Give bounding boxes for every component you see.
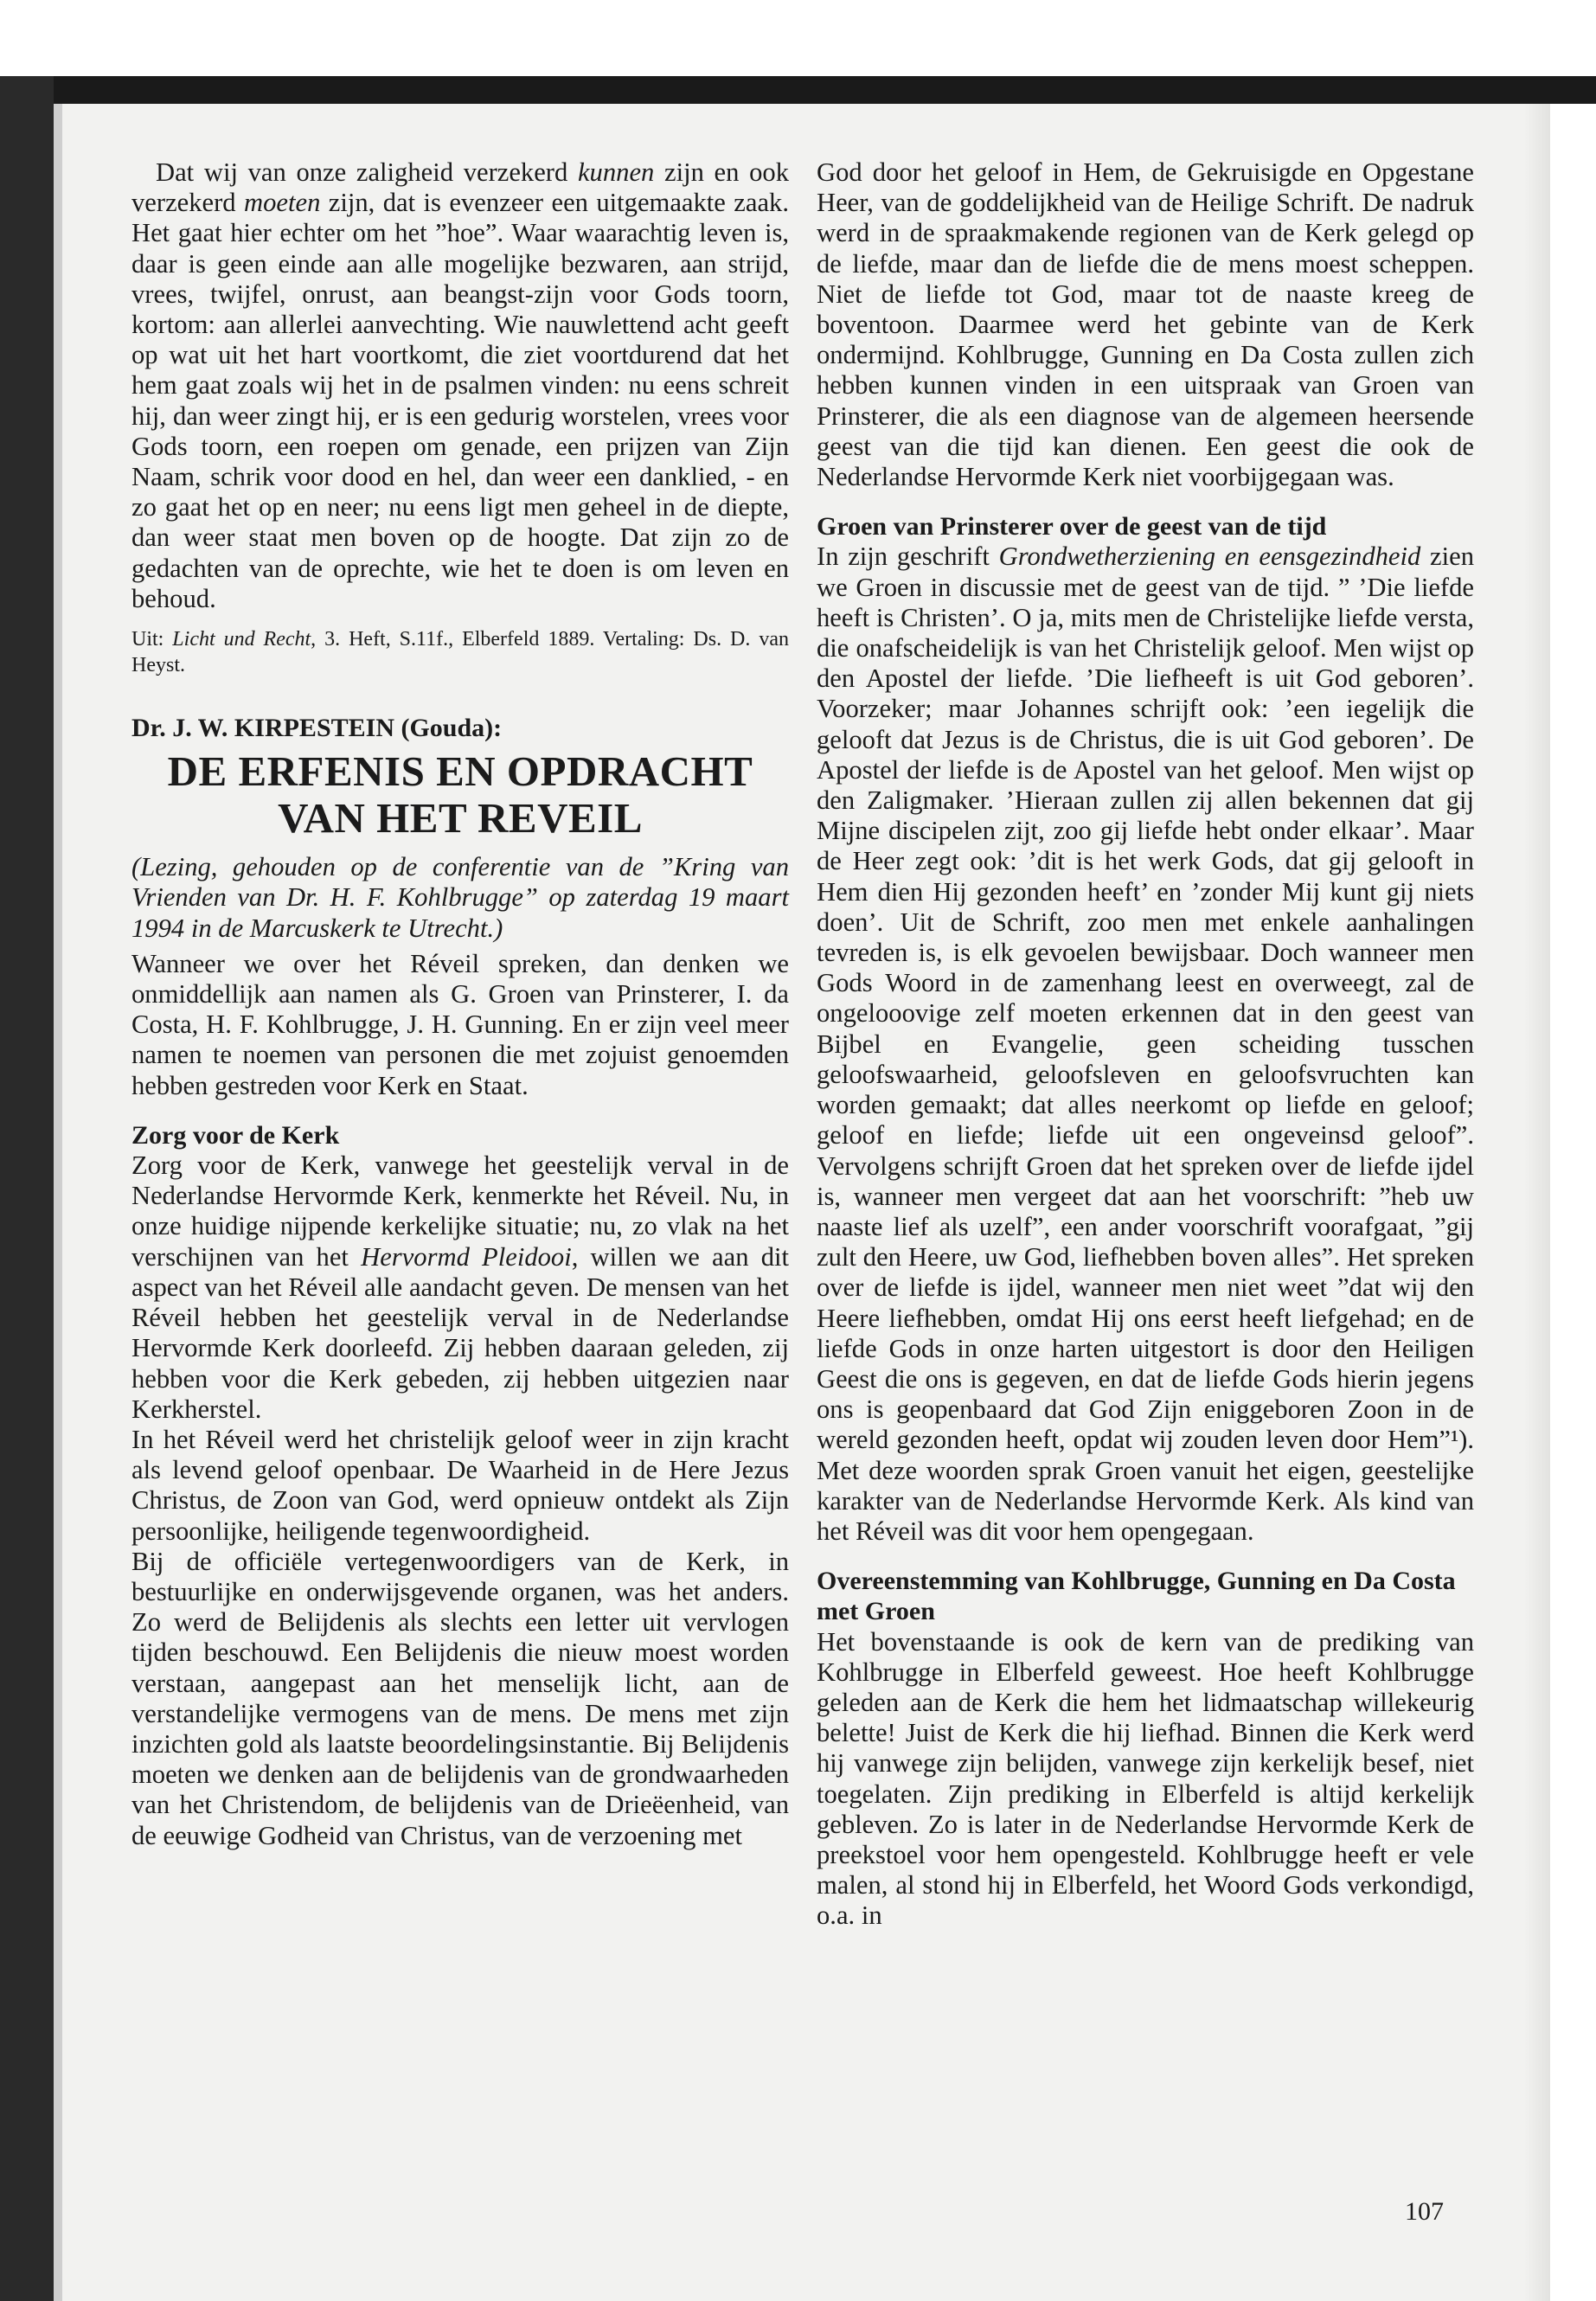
paragraph: God door het geloof in Hem, de Gekruisigde en Opgestane Heer, van de goddelijkheid van de Heilige Schrift. De nadruk werd in de spraakmakende regionen van de Kerk gelegd op de liefde, maar dan de liefde die de mens moest scheppen. Niet de liefde tot God, maar tot de naaste kreeg de boventoon. Daarmee werd het gebinte van de Kerk ondermijnd. Kohlbrugge, Gunning en Da Costa zullen zich hebben kunnen vinden in een uitspraak van Groen van Prinsterer, die als een diagnose van de algemeen heersende geest van die tijd kan dienen. Een geest die ook de Nederlandse Hervormde Kerk niet voorbijgegaan was. — [817, 157, 1474, 492]
paragraph: In het Réveil werd het christelijk geloof weer in zijn kracht als levend geloof openbaar. De Waarheid in de Here Jezus Christus, de Zoon van God, werd opnieuw ontdekt als Zijn persoonlijke, heiligende tegenwoordigheid. — [131, 1424, 789, 1546]
italic-text: Grondwetherziening en eensgezindheid — [998, 542, 1421, 572]
paragraph: In zijn geschrift Grondwetherziening en eensgezindheid zien we Groen in discussie met de geest van de tijd. ” ’Die liefde heeft is Christen’. O ja, mits men de Christelijke liefde versta, die onafscheidelijk is van het Christelijk geloof. Men wijst op den Apostel der liefde. ’Die liefheeft is uit God geboren’. Voorzeker; maar Johannes schrijft ook: ’een iegelijk die gelooft dat Jezus is de Christus, die is uit God geboren’. De Apostel der liefde is de Apostel van het geloof. Men wijst op den Zaligmaker. ’Hieraan zullen zij allen bekennen dat gij Mijne discipelen zijt, zoo gij liefde hebt onder elkaar’. Maar de Heer zegt ook: ’dit is het werk Gods, dat gij gelooft in Hem dien Hij gezonden heeft’ en ’zonder Mij kunt gij niets doen’. Uit de Schrift, zoo men met enkele aanhalingen tevreden is, is elk gevoelen bewijsbaar. Doch wanneer men Gods Woord in de zamenhang leest en overweegt, zal de ongelooovige zelf moeten erkennen dat in den geest van Bijbel en Evangelie, geen scheiding tusschen geloofswaarheid, geloofsleven en geloofsvruchten kan worden gemaakt; dat alles neerkomt op liefde en geloof; geloof en liefde; liefde uit een ongeveinsd geloof”. Vervolgens schrijft Groen dat het spreken over de liefde ijdel is, wanneer men vergeet dat aan het voorschrift: ”heb uw naaste lief als uzelf”, een ander voorschrift voorafgaat, ”gij zult den Heere, uw God, liefhebben boven alles”. Het spreken over de liefde is ijdel, wanneer men niet weet ”dat wij den Heere liefhebben, omdat Hij ons eerst heeft liefgehad; en de liefde Gods in onze harten uitgestort is door den Heiligen Geest die ons is gegeven, en dat de liefde Gods hierin jegens ons is geopenbaard dat God Zijn eniggeboren Zoon in de wereld gezonden heeft, opdat wij zouden leven door Hem”¹). Met deze woorden sprak Groen vanuit het eigen, geestelijke karakter van de Nederlandse Hervormde Kerk. Als kind van het Réveil was dit voor hem opengegaan. — [817, 542, 1474, 1546]
page-shadow — [1524, 104, 1550, 2301]
section-heading: Groen van Prinsterer over de geest van de tijd — [817, 512, 1327, 542]
right-column — [817, 157, 1474, 1932]
page-number: 107 — [1405, 2197, 1444, 2226]
author-line: Dr. J. W. KIRPESTEIN (Gouda): — [131, 714, 503, 743]
title-line-2: VAN HET REVEIL — [278, 794, 643, 843]
source-note: Uit: Licht und Recht, 3. Heft, S.11f., Elberfeld 1889. Vertaling: Ds. D. van Heyst. — [131, 628, 789, 677]
scan-border-top — [0, 76, 1596, 104]
italic-text: moeten — [244, 188, 321, 218]
title-line-1: DE ERFENIS EN OPDRACHT — [167, 747, 753, 796]
section-heading: Zorg voor de Kerk — [131, 1120, 340, 1150]
scan-border-left — [0, 76, 54, 2301]
scan-margin — [0, 0, 1596, 78]
left-column — [131, 157, 789, 1851]
page-edge — [54, 104, 62, 2301]
italic-text: kunnen — [577, 157, 655, 187]
paragraph: Wanneer we over het Réveil spreken, dan denken we onmiddellijk aan namen als G. Groen van Prinsterer, I. da Costa, H. F. Kohlbrugge, J. H. Gunning. En er zijn veel meer namen te noemen van personen die met zojuist genoemden hebben gestreden voor Kerk en Staat. — [131, 948, 789, 1100]
section-heading: Overeenstemming van Kohlbrugge, Gunning en Da Costa met Groen — [817, 1567, 1456, 1626]
article-subtitle: (Lezing, gehouden op de conferentie van de ”Kring van Vrienden van Dr. H. F. Kohlbrugge” op zaterdag 19 maart 1994 in de Marcuskerk te Utrecht.) — [131, 852, 789, 943]
article-title — [131, 748, 789, 842]
italic-text: Licht und Recht — [172, 628, 311, 651]
paragraph: Zorg voor de Kerk, vanwege het geestelijk verval in de Nederlandse Hervormde Kerk, kenmerkte het Réveil. Nu, in onze huidige nijpende kerkelijke situatie; nu, zo vlak na het verschijnen van het Hervormd Pleidooi, willen we aan dit aspect van het Réveil alle aandacht geven. De mensen van het Réveil hebben het geestelijk verval in de Nederlandse Hervormde Kerk doorleefd. Zij hebben daaraan geleden, zij hebben voor die Kerk gebeden, zij hebben uitgezien naar Kerkherstel. — [131, 1150, 789, 1424]
document-page — [62, 104, 1550, 2301]
italic-text: Hervormd Pleidooi — [361, 1241, 572, 1272]
intro-paragraph: Dat wij van onze zaligheid verzekerd kunnen zijn en ook verzekerd moeten zijn, dat is evenzeer een uitgemaakte zaak. Het gaat hier echter om het ”hoe”. Waar waarachtig leven is, daar is geen einde aan alle mogelijke bezwaren, aan strijd, vrees, twijfel, onrust, aan beangst-zijn voor Gods toorn, kortom: aan allerlei aanvechting. Wie nauwlettend acht geeft op wat uit het hart voortkomt, die ziet voortdurend dat het hem gaat zoals wij het in de psalmen vinden: nu eens schreit hij, dan weer zingt hij, er is een gedurig worstelen, vrees voor Gods toorn, een roepen om genade, een prijzen van Zijn Naam, schrik voor dood en hel, dan weer een danklied, - en zo gaat het op en neer; nu eens ligt men geheel in de diepte, dan weer staat men boven op de hoogte. Dat zijn zo de gedachten van de oprechte, wie het te doen is om leven en behoud. — [131, 157, 789, 613]
paragraph: Het bovenstaande is ook de kern van de prediking van Kohlbrugge in Elberfeld geweest. Hoe heeft Kohlbrugge geleden aan de Kerk die hem het lidmaatschap willekeurig belette! Juist de Kerk die hij liefhad. Binnen die Kerk werd hij vanwege zijn belijden, vanwege zijn kerkelijk besef, niet toegelaten. Zijn prediking in Elberfeld is altijd kerkelijk gebleven. Zo is later in de Nederlandse Hervormde Kerk de preekstoel voor hem opengesteld. Kohlbrugge heeft er vele malen, al stond hij in Elberfeld, het Woord Gods verkondigd, o.a. in — [817, 1626, 1474, 1931]
paragraph: Bij de officiële vertegenwoordigers van de Kerk, in bestuurlijke en onderwijsgevende organen, was het anders. Zo werd de Belijdenis als slechts een letter uit vervlogen tijden beschouwd. Een Belijdenis die nieuw moest worden verstaan, aangepast aan het menselijk licht, aan de verstandelijke vermogens van de mens. De mens met zijn inzichten gold als laatste beoordelingsinstantie. Bij Belijdenis moeten we denken aan de belijdenis van de grondwaarheden van het Christendom, de belijdenis van de Drieëenheid, van de eeuwige Godheid van Christus, van de verzoening met — [131, 1546, 789, 1850]
